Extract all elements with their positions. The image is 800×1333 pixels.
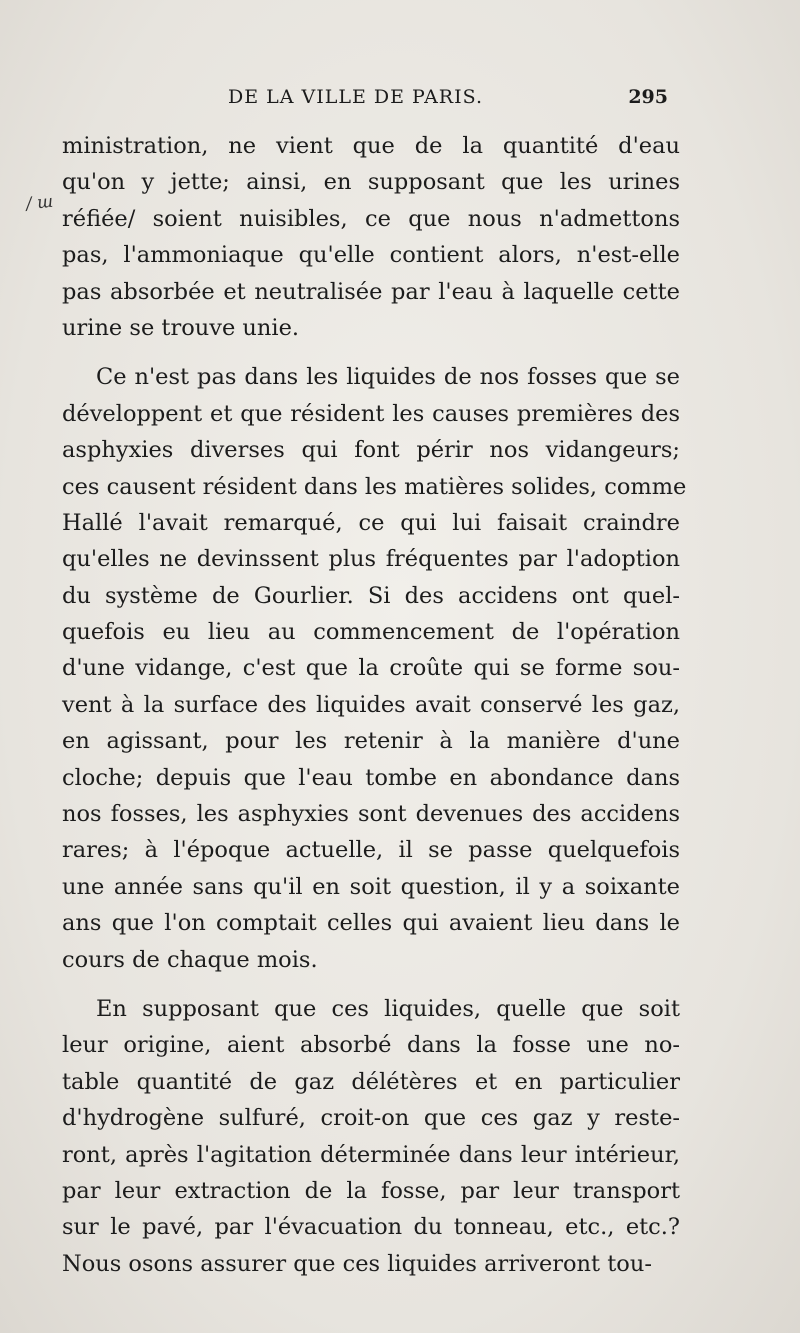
text-line: d'une vidange, c'est que la croûte qui se forme sou- — [62, 655, 680, 682]
text-line: nos fosses, les asphyxies sont devenues des accidens — [62, 801, 680, 828]
text-line: vent à la surface des liquides avait conservé les gaz, — [62, 691, 680, 718]
text-line: asphyxies diverses qui font périr nos vidangeurs; — [62, 437, 680, 464]
text-line: par leur extraction de la fosse, par leur transport — [62, 1177, 680, 1204]
text-line: Ce n'est pas dans les liquides de nos fosses que se — [96, 364, 680, 391]
paragraph — [62, 359, 687, 978]
text-line: Nous osons assurer que ces liquides arriveront tou- — [62, 1250, 652, 1277]
handwritten-margin-note: / ш — [25, 191, 55, 215]
paragraph — [62, 991, 680, 1282]
paragraph-gap — [62, 978, 680, 991]
text-line: en agissant, pour les retenir à la manière d'une — [62, 728, 680, 755]
text-line: d'hydrogène sulfuré, croit-on que ces gaz y reste- — [62, 1105, 680, 1132]
text-line: ront, après l'agitation déterminée dans leur intérieur, — [62, 1141, 680, 1168]
text-line: leur origine, aient absorbé dans la fosse une no- — [62, 1032, 680, 1059]
running-title: DE LA VILLE DE PARIS. — [228, 86, 483, 108]
text-line: ans que l'on comptait celles qui avaient lieu dans le — [62, 910, 680, 937]
text-line: qu'elles ne devinssent plus fréquentes par l'adoption — [62, 546, 680, 573]
text-line: pas absorbée et neutralisée par l'eau à laquelle cette — [62, 278, 680, 305]
body-text — [62, 128, 687, 1282]
text-line: ministration, ne vient que de la quantité d'eau — [62, 133, 680, 159]
text-line: du système de Gourlier. Si des accidens ont quel- — [62, 582, 680, 609]
paragraph-gap — [62, 346, 680, 359]
text-line: ces causent résident dans les matières solides, comme — [62, 473, 687, 500]
text-line: développent et que résident les causes premières des — [62, 400, 680, 427]
text-line: qu'on y jette; ainsi, en supposant que les urines — [62, 169, 680, 196]
page-header — [228, 86, 668, 114]
text-line: pas, l'ammoniaque qu'elle contient alors, n'est-elle — [62, 242, 680, 269]
text-line: Hallé l'avait remarqué, ce qui lui faisait craindre — [62, 509, 680, 536]
text-line: En supposant que ces liquides, quelle que soit — [96, 995, 680, 1022]
text-line: rares; à l'époque actuelle, il se passe quelquefois — [62, 837, 680, 864]
text-line: quefois eu lieu au commencement de l'opération — [62, 619, 680, 646]
paragraph — [62, 128, 680, 346]
text-line: urine se trouve unie. — [62, 314, 300, 341]
page-number: 295 — [628, 86, 668, 108]
text-line: réfiée/ soient nuisibles, ce que nous n'admettons — [62, 205, 680, 232]
text-line: une année sans qu'il en soit question, il y a soixante — [62, 873, 680, 900]
text-line: sur le pavé, par l'évacuation du tonneau, etc., etc.? — [62, 1214, 680, 1241]
text-line: cloche; depuis que l'eau tombe en abondance dans — [62, 764, 680, 791]
text-line: cours de chaque mois. — [62, 946, 318, 973]
text-line: table quantité de gaz délétères et en particulier — [62, 1068, 680, 1095]
